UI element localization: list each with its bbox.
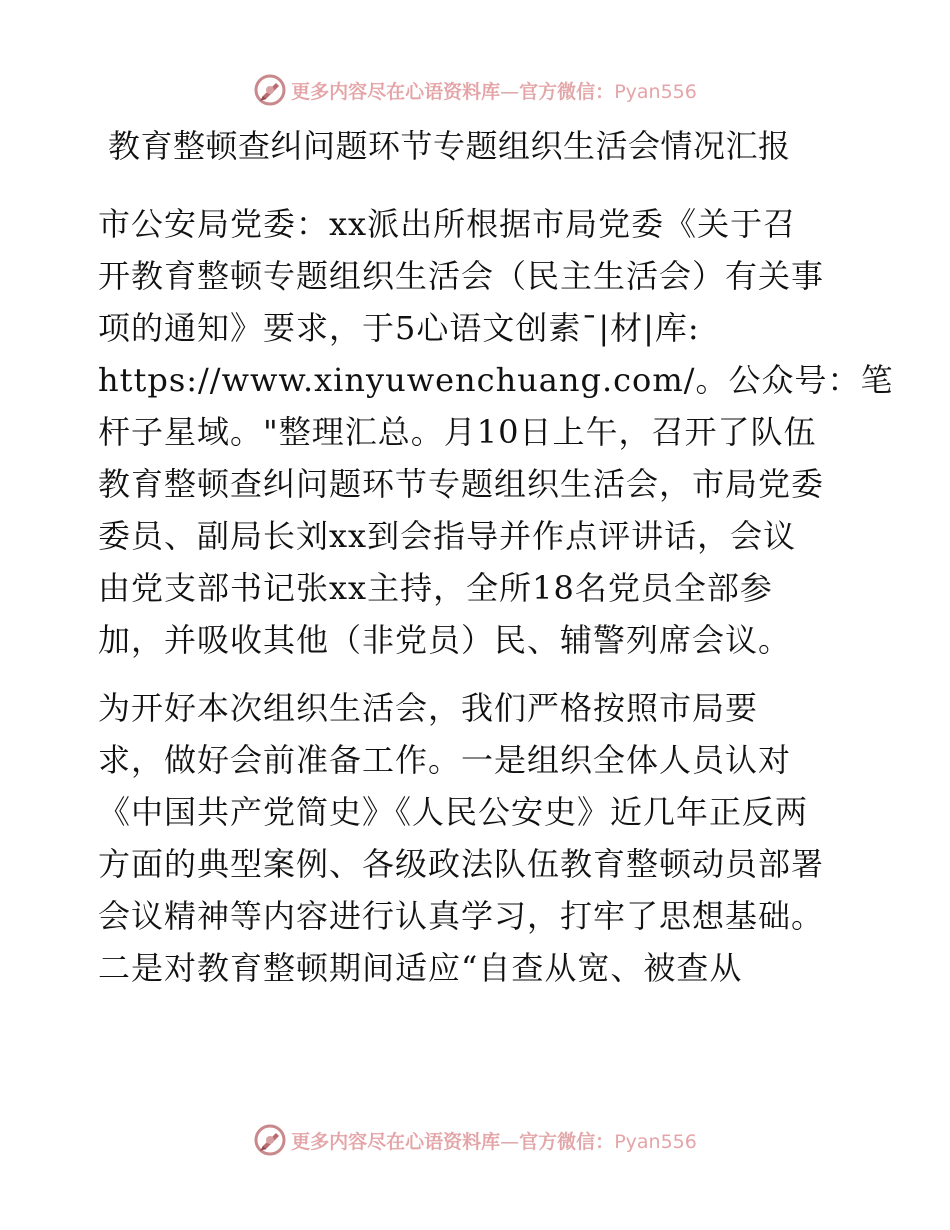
watermark-official-label: 官方微信： (519, 80, 615, 103)
paragraph-line: 开教育整顿专题组织生活会（民主生活会）有关事 (98, 257, 825, 295)
watermark-site-text: 更多内容尽在心语资料库 (291, 1130, 501, 1153)
paragraph-line: 二是对教育整顿期间适应“自查从宽、被查从 (98, 949, 743, 987)
brush-logo-icon (253, 1123, 287, 1157)
paragraph-line: 为开好本次组织生活会，我们严格按照市局要 (98, 689, 759, 727)
watermark-site-text: 更多内容尽在心语资料库 (291, 80, 501, 103)
header-watermark (0, 70, 950, 110)
paragraph-line: 加，并吸收其他（非党员）民、辅警列席会议。 (98, 621, 792, 659)
paragraph-line: 方面的典型案例、各级政法队伍教育整顿动员部署 (98, 845, 825, 883)
paragraph-line: 委员、副局长刘xx到会指导并作点评讲话，会议 (98, 517, 797, 555)
watermark-official-label: 官方微信： (519, 1130, 615, 1153)
paragraph-line: 由党支部书记张xx主持，全所18名党员全部参 (98, 569, 773, 607)
paragraph-spacer (98, 666, 858, 682)
document-body (98, 198, 894, 994)
watermark-wechat-id: Pyan556 (614, 80, 697, 103)
footer-watermark (0, 1120, 950, 1160)
paragraph-1 (98, 198, 894, 666)
paragraph-line: 项的通知》要求，于5心语文创素¯|材|库: (98, 309, 700, 347)
paragraph-2 (98, 682, 858, 994)
watermark-text (291, 1127, 697, 1154)
paragraph-line: 市公安局党委：xx派出所根据市局党委《关于召 (98, 205, 797, 243)
paragraph-line: 杆子星域。"整理汇总。月10日上午，召开了队伍 (98, 413, 817, 451)
paragraph-line: 教育整顿查纠问题环节专题组织生活会，市局党委 (98, 465, 825, 503)
brush-logo-icon (253, 73, 287, 107)
paragraph-line: 《中国共产党简史》《人民公安史》近几年正反两 (98, 793, 809, 831)
watermark-separator: — (500, 80, 520, 103)
document-title: 教育整顿查纠问题环节专题组织生活会情况汇报 (108, 127, 791, 165)
watermark-wechat-id: Pyan556 (614, 1130, 697, 1153)
watermark-text (291, 77, 697, 104)
paragraph-line: 求，做好会前准备工作。一是组织全体人员认对 (98, 741, 792, 779)
watermark-separator: — (500, 1130, 520, 1153)
paragraph-line: 会议精神等内容进行认真学习，打牢了思想基础。 (98, 897, 825, 935)
paragraph-line: https://www.xinyuwenchuang.com/。公众号：笔 (98, 361, 894, 399)
